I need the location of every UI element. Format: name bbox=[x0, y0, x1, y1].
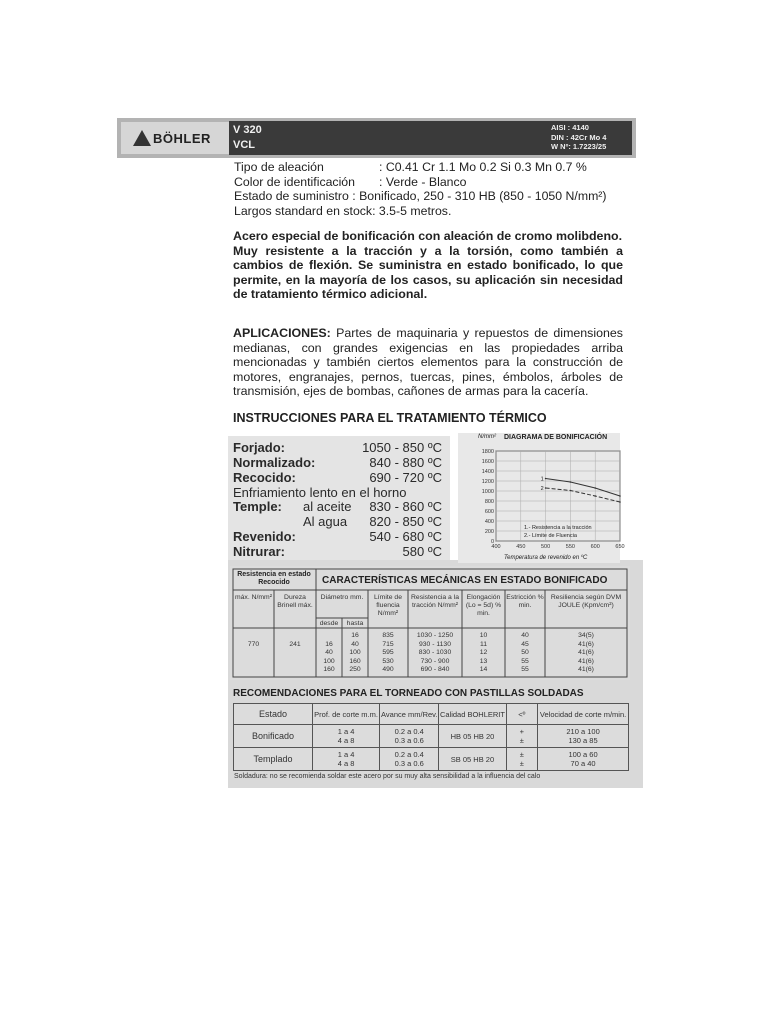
mech-column-header: Dureza Brinell máx. bbox=[277, 594, 313, 609]
mechanical-title: CARACTERÍSTICAS MECÁNICAS EN ESTADO BONIFICADO bbox=[322, 575, 608, 586]
welding-note: Soldadura: no se recomienda soldar este acero por su muy alta sensibilidad a la influencia del calo bbox=[234, 773, 541, 780]
description bbox=[233, 229, 623, 302]
grade-code: VCL bbox=[233, 139, 255, 151]
mech-column-header: Diámetro mm. bbox=[320, 594, 364, 601]
y-tick-label: 800 bbox=[484, 499, 494, 505]
y-tick-label: 0 bbox=[490, 539, 494, 545]
heat-row bbox=[233, 485, 448, 500]
spec-value: : C0.41 Cr 1.1 Mo 0.2 Si 0.3 Mn 0.7 % bbox=[379, 160, 587, 174]
bohler-logo bbox=[121, 122, 229, 154]
heat-step-label: Recocido: bbox=[233, 470, 296, 485]
mech-cell: 530 bbox=[382, 657, 394, 665]
turning-column-header: Avance mm/Rev. bbox=[380, 704, 439, 725]
turning-cell: 0.2 a 0.4 0.3 a 0.6 bbox=[380, 748, 439, 771]
diagram-plot bbox=[458, 433, 625, 563]
series-point bbox=[619, 501, 621, 503]
mech-cell: 835 bbox=[382, 632, 394, 639]
mech-cell: 11 bbox=[479, 640, 488, 648]
series-point bbox=[545, 478, 547, 480]
mech-cell: 14 bbox=[479, 666, 488, 673]
x-tick-label: 600 bbox=[590, 544, 600, 550]
mech-column-header: Resiliencia según DVM JOULE (Kpm/cm²) bbox=[550, 594, 622, 609]
mech-cell: 40 bbox=[325, 649, 333, 656]
mech-cell: 100 bbox=[349, 649, 361, 656]
heat-step-label: Nitrurar: bbox=[233, 544, 286, 559]
turning-table bbox=[233, 703, 629, 771]
heat-step-medium: al aceite bbox=[303, 499, 352, 514]
standards bbox=[551, 123, 606, 152]
y-tick-label: 200 bbox=[484, 529, 494, 535]
turning-cell: 1 a 4 4 a 8 bbox=[313, 748, 380, 771]
applications-text: Partes de maquinaria y repuestos de dimensiones medianas, con grandes exigencias en las propiedades arriba mencionadas y también ciertos elementos para la construcción de motores, engranajes, pernos, tuercas, pines, émbolos, árboles de transmisión, ejes de bombas, cañones de armas para la cacería. bbox=[233, 326, 623, 398]
standard-aisi: AISI : 4140 bbox=[551, 123, 589, 132]
heat-row bbox=[233, 499, 448, 514]
spec-label: Color de identificación bbox=[234, 174, 355, 189]
heat-step-temperature: 580 ºC bbox=[402, 544, 442, 559]
turning-column-header: Calidad BOHLERIT bbox=[439, 704, 506, 725]
heat-treatment-box bbox=[228, 436, 450, 560]
mech-cell: 1030 - 1250 bbox=[416, 632, 454, 639]
heat-step-temperature: 840 - 880 ºC bbox=[369, 455, 442, 470]
turning-cell: 0.2 a 0.4 0.3 a 0.6 bbox=[380, 725, 439, 748]
mech-column-header: Resistencia a la tracción N/mm² bbox=[411, 594, 459, 609]
spec-supply: Estado de suministro : Bonificado, 250 - 310 HB (850 - 1050 N/mm²) bbox=[234, 189, 607, 203]
series-point bbox=[570, 490, 572, 492]
applications-label: APLICACIONES: bbox=[233, 326, 331, 340]
turning-column-header: <º bbox=[506, 704, 538, 725]
series-point bbox=[594, 487, 596, 489]
diagram-xlabel: Temperatura de revenido en ºC bbox=[504, 555, 588, 561]
heat-row bbox=[233, 529, 448, 544]
mech-cell: 595 bbox=[382, 649, 394, 656]
y-tick-label: 1000 bbox=[481, 489, 494, 495]
x-tick-label: 450 bbox=[516, 544, 526, 550]
heat-step-temperature: 540 - 680 ºC bbox=[369, 529, 442, 544]
turning-column-header: Velocidad de corte m/min. bbox=[538, 704, 629, 725]
mech-cell: 730 - 900 bbox=[420, 657, 450, 665]
x-tick-label: 650 bbox=[615, 544, 625, 550]
heat-step-temperature: 1050 - 850 ºC bbox=[362, 440, 442, 455]
mech-column-header: Estricción % min. bbox=[506, 594, 544, 609]
mech-cell: 715 bbox=[382, 640, 394, 648]
mech-cell: 34(5) bbox=[578, 632, 594, 639]
series-line bbox=[546, 488, 620, 502]
mech-cell: 13 bbox=[479, 657, 488, 665]
standard-wn: W Nº: 1.7223/25 bbox=[551, 142, 607, 151]
turning-state: Bonificado bbox=[234, 725, 313, 748]
heat-row bbox=[233, 470, 448, 485]
turning-cell: + ± bbox=[506, 725, 538, 748]
series-point bbox=[545, 487, 547, 489]
mech-cell: 241 bbox=[289, 640, 301, 648]
x-tick-label: 400 bbox=[491, 544, 501, 550]
annealed-title: Resistencia en estado Recocido bbox=[237, 571, 311, 586]
datasheet-header bbox=[117, 118, 636, 158]
turning-cell: SB 05 HB 20 bbox=[439, 748, 506, 771]
spec-alloy bbox=[234, 160, 607, 175]
mech-column-header: Límite de fluencia N/mm² bbox=[374, 594, 402, 617]
mech-cell: 41(6) bbox=[578, 666, 594, 673]
mech-cell: 12 bbox=[479, 649, 488, 656]
mech-subheader: hasta bbox=[346, 620, 364, 627]
turning-title: RECOMENDACIONES PARA EL TORNEADO CON PASTILLAS SOLDADAS bbox=[233, 688, 584, 699]
grade-name: V 320 bbox=[233, 124, 262, 136]
mech-cell: 160 bbox=[323, 666, 335, 673]
heat-step-temperature: 830 - 860 ºC bbox=[369, 499, 442, 514]
x-tick-label: 500 bbox=[541, 544, 551, 550]
spec-color bbox=[234, 175, 607, 190]
diagram-title: DIAGRAMA DE BONIFICACIÓN bbox=[504, 434, 608, 441]
mech-cell: 490 bbox=[382, 666, 394, 673]
mech-column-header: máx. N/mm² bbox=[234, 594, 272, 601]
y-tick-label: 1200 bbox=[481, 479, 494, 485]
heat-step-label: Enfriamiento lento en el horno bbox=[233, 485, 407, 500]
spec-lines bbox=[234, 160, 607, 218]
applications bbox=[233, 326, 623, 399]
mech-subheader: desde bbox=[319, 620, 339, 627]
description-line1: Acero especial de bonificación con aleación de cromo molibdeno. bbox=[233, 229, 623, 243]
logo-text: BÖHLER bbox=[153, 131, 211, 146]
y-tick-label: 400 bbox=[484, 519, 494, 525]
series-point bbox=[619, 495, 621, 497]
y-tick-label: 1800 bbox=[481, 449, 494, 455]
legend-label: 1.- Resistencia a la tracción bbox=[524, 525, 592, 531]
mech-column-header: Elongación (Lo = 5d) % min. bbox=[465, 594, 502, 617]
mech-cell: 830 - 1030 bbox=[418, 649, 452, 656]
series-point bbox=[594, 495, 596, 497]
tempering-diagram bbox=[458, 433, 625, 563]
turning-state: Templado bbox=[234, 748, 313, 771]
heat-row bbox=[233, 544, 448, 559]
logo-triangle-icon bbox=[133, 130, 151, 146]
heat-step-label: Forjado: bbox=[233, 440, 285, 455]
series-point bbox=[570, 481, 572, 483]
heat-row bbox=[233, 440, 448, 455]
y-tick-label: 1600 bbox=[481, 459, 494, 465]
heat-step-temperature: 820 - 850 ºC bbox=[369, 514, 442, 529]
mech-cell: 16 bbox=[325, 640, 333, 648]
heat-step-label: Revenido: bbox=[233, 529, 296, 544]
mech-cell: 10 bbox=[479, 632, 488, 639]
mech-cell: 770 bbox=[247, 640, 260, 648]
series-index: 2 bbox=[540, 486, 544, 492]
mech-cell: 41(6) bbox=[578, 649, 594, 656]
turning-column-header: Estado bbox=[234, 704, 313, 725]
y-tick-label: 600 bbox=[484, 509, 494, 515]
mech-cell: 690 - 840 bbox=[420, 666, 450, 673]
diagram-unit: N/mm² bbox=[478, 434, 496, 440]
mech-cell: 41(6) bbox=[578, 657, 594, 665]
grade-band bbox=[229, 121, 632, 155]
mech-cell: 45 bbox=[521, 640, 529, 648]
mechanical-table bbox=[230, 566, 630, 680]
mech-cell: 41(6) bbox=[578, 640, 594, 648]
x-tick-label: 550 bbox=[565, 544, 575, 550]
heat-step-medium: Al agua bbox=[303, 514, 348, 529]
turning-cell: ± ± bbox=[506, 748, 538, 771]
y-tick-label: 1400 bbox=[481, 469, 494, 475]
heat-step-label: Temple: bbox=[233, 499, 282, 514]
mech-cell: 40 bbox=[351, 640, 359, 648]
mech-cell: 55 bbox=[521, 657, 529, 665]
spec-label: Tipo de aleación bbox=[234, 160, 324, 174]
turning-grid bbox=[233, 703, 629, 771]
mech-cell: 250 bbox=[349, 666, 361, 673]
mech-cell: 16 bbox=[351, 632, 359, 639]
mech-cell: 160 bbox=[349, 657, 361, 665]
mech-cell: 50 bbox=[521, 649, 529, 656]
heat-step-label: Normalizado: bbox=[233, 455, 316, 470]
heat-step-temperature: 690 - 720 ºC bbox=[369, 470, 442, 485]
turning-cell: 210 a 100 130 a 85 bbox=[538, 725, 629, 748]
spec-lengths: Largos standard en stock: 3.5-5 metros. bbox=[234, 203, 452, 218]
mech-cell: 100 bbox=[323, 657, 335, 665]
heat-treatment-title: INSTRUCCIONES PARA EL TRATAMIENTO TÉRMICO bbox=[233, 411, 547, 425]
turning-cell: HB 05 HB 20 bbox=[439, 725, 506, 748]
mech-cell: 55 bbox=[521, 666, 529, 673]
mech-cell: 930 - 1130 bbox=[419, 640, 451, 648]
spec-value: : Verde - Blanco bbox=[379, 174, 467, 189]
mech-cell: 40 bbox=[521, 632, 529, 639]
series-index: 1 bbox=[540, 476, 544, 483]
turning-cell: 100 a 60 70 a 40 bbox=[538, 748, 629, 771]
legend-label: 2.- Límite de Fluencia bbox=[524, 533, 577, 539]
turning-cell: 1 a 4 4 a 8 bbox=[313, 725, 380, 748]
heat-row bbox=[233, 455, 448, 470]
turning-column-header: Prof. de corte m.m. bbox=[313, 704, 380, 725]
standard-din: DIN : 42Cr Mo 4 bbox=[551, 132, 607, 142]
description-line2: Muy resistente a la tracción y a la torsión, como también a cambios de flexión. Se suministra en estado bonificado, lo que permite, en la mayoría de los casos, su aplicación sin necesidad de tratamiento térmico adicional. bbox=[233, 243, 623, 301]
